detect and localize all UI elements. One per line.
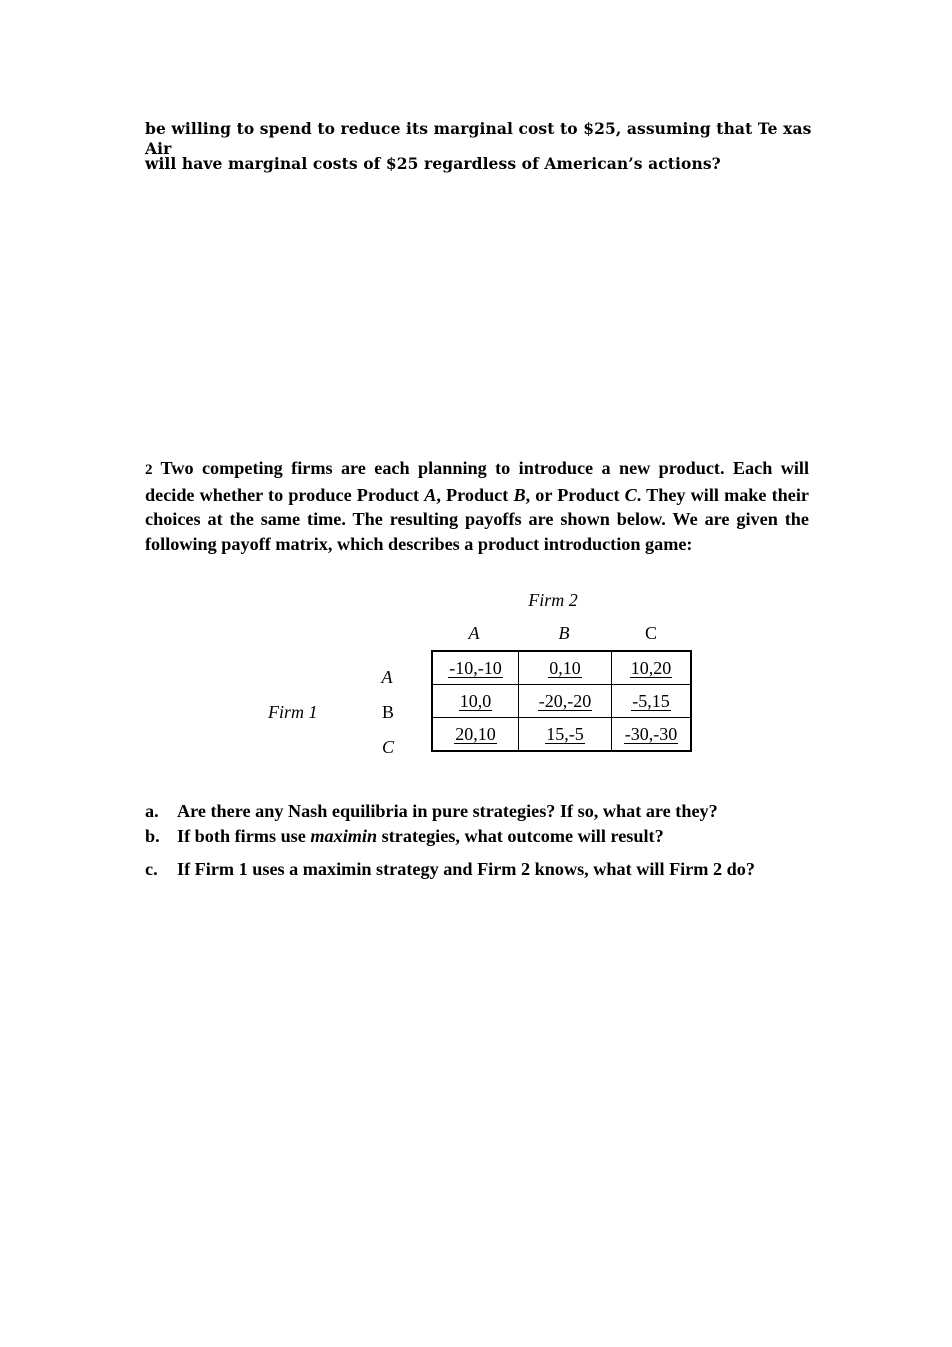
subquestion-a-text: Are there any Nash equilibria in pure strategies? If so, what are they? <box>177 801 718 821</box>
subquestion-a-label: a. <box>145 801 159 821</box>
matrix-row-b <box>432 685 691 718</box>
subquestion-b <box>145 825 664 847</box>
payoff-cell-c-c <box>612 718 692 752</box>
payoff-cell-c-b <box>519 718 612 752</box>
subquestion-a <box>145 800 718 822</box>
continuation-text: be willing to spend to reduce its marginal cost to $25, assuming that Te xas Air <box>145 119 812 158</box>
payoff-cell-a-c <box>612 651 692 685</box>
payoff-value: 10,20 <box>630 657 672 678</box>
payoff-matrix <box>431 650 692 752</box>
question-number: 2 <box>145 462 153 478</box>
matrix-row-c <box>432 718 691 752</box>
payoff-value: 20,10 <box>455 723 496 744</box>
column-label-a: A <box>468 623 480 643</box>
payoff-value: 10,0 <box>459 690 492 711</box>
payoff-value: -20,-20 <box>538 690 592 711</box>
payoff-value: 15,-5 <box>546 723 584 744</box>
subquestion-b-label: b. <box>145 826 160 846</box>
row-label-a: A <box>381 667 393 687</box>
subquestion-b-text: strategies, what outcome will result? <box>377 826 664 846</box>
column-label-c: C <box>644 623 658 643</box>
question-text: , or Product <box>525 484 625 505</box>
payoff-value: -30,-30 <box>624 723 678 744</box>
payoff-cell-b-b <box>519 685 612 718</box>
maximin-emphasis: maximin <box>310 826 378 846</box>
subquestion-c-label: c. <box>145 859 158 879</box>
product-a-label: A <box>424 484 437 505</box>
payoff-cell-a-b <box>519 651 612 685</box>
payoff-cell-a-a <box>432 651 519 685</box>
payoff-value: 0,10 <box>549 657 581 678</box>
continuation-line-2 <box>145 154 825 174</box>
payoff-cell-c-a <box>432 718 519 752</box>
payoff-cell-b-c <box>612 685 692 718</box>
firm-2-label: Firm 2 <box>528 590 578 610</box>
continuation-line-1 <box>145 119 825 159</box>
column-label-b: B <box>558 623 570 643</box>
row-label-b: B <box>381 702 395 722</box>
firm-1-label: Firm 1 <box>268 702 318 722</box>
subquestion-c <box>145 858 755 880</box>
question-text: , Product <box>436 484 514 505</box>
question-text: Two competing firms are each planning to introduce a new product. Each will decide whether to produce Product <box>145 458 809 505</box>
subquestion-b-text: If both firms use <box>177 826 311 846</box>
payoff-value: -5,15 <box>632 690 670 711</box>
question-2-paragraph <box>145 456 809 556</box>
subquestion-c-text: If Firm 1 uses a maximin strategy and Firm 2 knows, what will Firm 2 do? <box>177 859 755 879</box>
matrix-row-a <box>432 651 691 685</box>
question-text: . They will make their choices at the same time. The resulting payoffs are shown below. We are given the following payoff matrix, which describes a product introduction game: <box>145 484 809 554</box>
continuation-text: will have marginal costs of $25 regardless of American’s actions? <box>145 154 721 173</box>
row-label-c: C <box>381 737 395 757</box>
payoff-value: -10,-10 <box>449 657 502 678</box>
product-c-label: C <box>624 484 637 505</box>
product-b-label: B <box>513 484 526 505</box>
payoff-cell-b-a <box>432 685 519 718</box>
